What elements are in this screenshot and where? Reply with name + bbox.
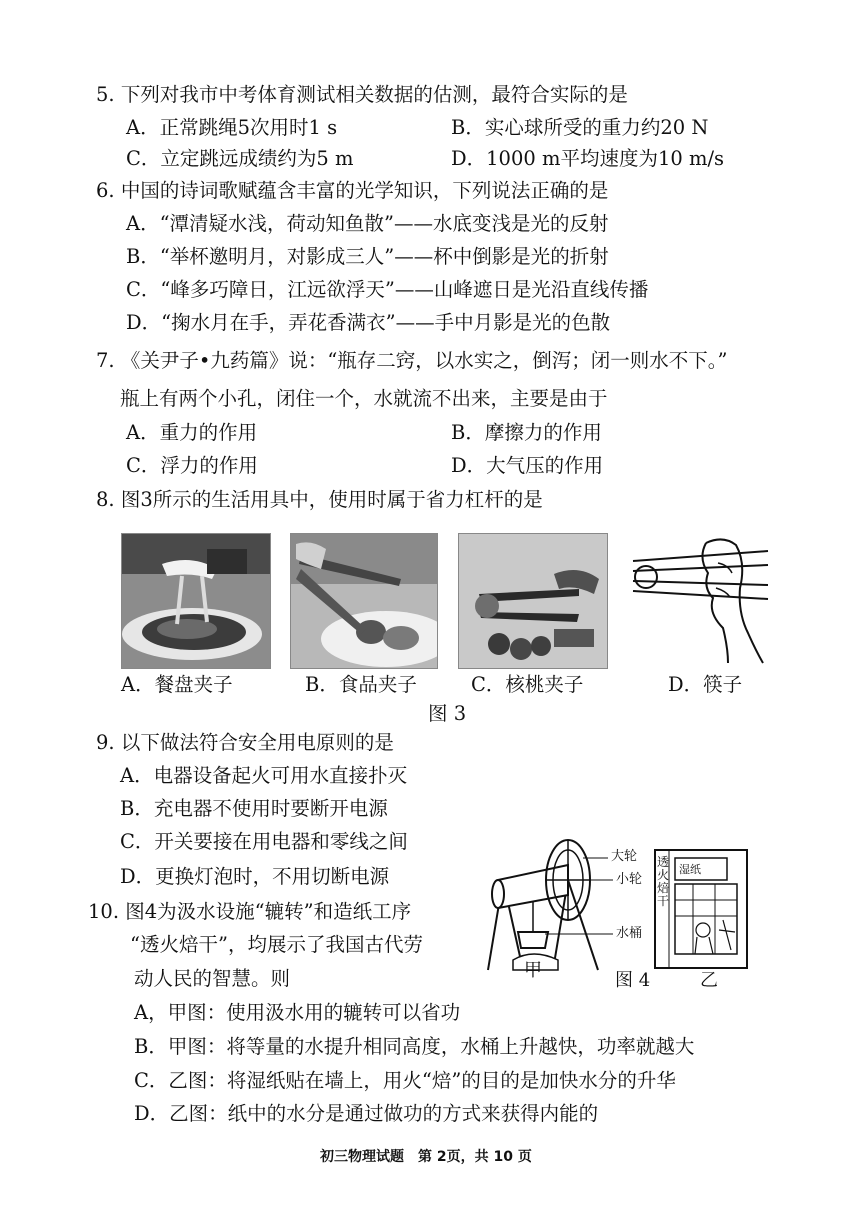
q7-option-c: C．浮力的作用 xyxy=(126,454,258,477)
q9-option-b: B．充电器不使用时要断开电源 xyxy=(120,797,388,820)
chopsticks-drawing xyxy=(628,533,770,667)
q6-option-b: B．“举杯邀明月，对影成三人”——杯中倒影是光的折射 xyxy=(126,245,609,268)
q9-option-d: D．更换灯泡时，不用切断电源 xyxy=(120,865,390,888)
fig3-caption-b: B．食品夹子 xyxy=(305,673,417,696)
fig4-label: 图 4 xyxy=(615,970,651,991)
q9-option-a: A．电器设备起火可用水直接扑灭 xyxy=(120,764,408,787)
q5-stem xyxy=(96,82,628,108)
q9-number: 9. xyxy=(96,731,115,754)
fig4-jia: 甲 xyxy=(524,960,542,981)
q10-number: 10. xyxy=(88,900,120,923)
q7-option-b: B．摩擦力的作用 xyxy=(451,421,602,444)
fig4-label-big-wheel: 大轮 xyxy=(611,849,638,864)
q7-option-d: D．大气压的作用 xyxy=(451,454,604,477)
fig4-yi: 乙 xyxy=(700,970,718,991)
page-footer: 初三物理试题 第 2页，共 10 页 xyxy=(320,1149,532,1165)
fig3-caption-d: D．筷子 xyxy=(668,673,743,696)
q8-stem xyxy=(96,487,543,513)
q5-text: 下列对我市中考体育测试相关数据的估测，最符合实际的是 xyxy=(120,83,628,106)
q5-option-d: D．1000 m平均速度为10 m/s xyxy=(451,147,725,170)
q7-stem xyxy=(96,348,728,374)
q7-option-a: A．重力的作用 xyxy=(126,421,258,444)
q6-option-a: A．“潭清疑水浅，荷动知鱼散”——水底变浅是光的反射 xyxy=(126,212,609,235)
walnut-cracker-photo xyxy=(458,533,608,669)
q5-option-a: A．正常跳绳5次用时1 s xyxy=(126,116,338,139)
fig3-caption-c: C．核桃夹子 xyxy=(471,673,584,696)
fig4-label-bucket: 水桶 xyxy=(616,926,643,941)
q6-stem xyxy=(96,178,608,204)
q7-text: 《关尹子•九药篇》说：“瓶存二窍，以水实之，倒泻；闭一则水不下。” xyxy=(120,349,728,372)
q10-text-line2: “透火焙干”，均展示了我国古代劳 xyxy=(130,933,423,956)
q5-number: 5. xyxy=(96,83,115,106)
fig3-caption-a: A．餐盘夹子 xyxy=(121,673,233,696)
q10-text-line3: 动人民的智慧。则 xyxy=(134,967,291,990)
q6-text: 中国的诗词歌赋蕴含丰富的光学知识，下列说法正确的是 xyxy=(120,179,609,202)
q10-text-line1: 图4为汲水设施“辘转”和造纸工序 xyxy=(125,900,412,923)
q5-option-c: C．立定跳远成绩约为5 m xyxy=(126,147,354,170)
q8-number: 8. xyxy=(96,488,115,511)
q9-stem xyxy=(96,730,394,756)
q10-option-b: B．甲图：将等量的水提升相同高度，水桶上升越快，功率就越大 xyxy=(134,1035,695,1058)
q6-option-c: C．“峰多巧障日，江远欲浮天”——山峰遮日是光沿直线传播 xyxy=(126,278,649,301)
q10-stem xyxy=(88,899,411,925)
fig3-label: 图 3 xyxy=(428,702,467,725)
q10-option-d: D．乙图：纸中的水分是通过做功的方式来获得内能的 xyxy=(134,1102,599,1125)
q6-option-d: D．“掬水月在手，弄花香满衣”——手中月影是光的色散 xyxy=(126,311,611,334)
fig4-yi-wet-paper: 湿纸 xyxy=(679,863,701,876)
q5-option-b: B．实心球所受的重力约20 N xyxy=(451,116,709,139)
q7-number: 7. xyxy=(96,349,115,372)
fig4-label-small-wheel: 小轮 xyxy=(616,872,643,887)
q10-option-c: C．乙图：将湿纸贴在墙上，用火“焙”的目的是加快水分的升华 xyxy=(134,1069,676,1092)
q10-option-a: A，甲图：使用汲水用的辘转可以省功 xyxy=(134,1001,461,1024)
q7-stem-line2: 瓶上有两个小孔，闭住一个，水就流不出来，主要是由于 xyxy=(120,387,608,410)
q6-number: 6. xyxy=(96,179,115,202)
food-tongs-photo xyxy=(290,533,438,669)
fig4-yi-sign: 透火焙干 xyxy=(657,855,670,908)
plate-tongs-photo xyxy=(121,533,271,669)
q8-text: 图3所示的生活用具中，使用时属于省力杠杆的是 xyxy=(120,488,543,511)
q9-text: 以下做法符合安全用电原则的是 xyxy=(120,731,394,754)
q9-option-c: C．开关要接在用电器和零线之间 xyxy=(120,830,408,853)
